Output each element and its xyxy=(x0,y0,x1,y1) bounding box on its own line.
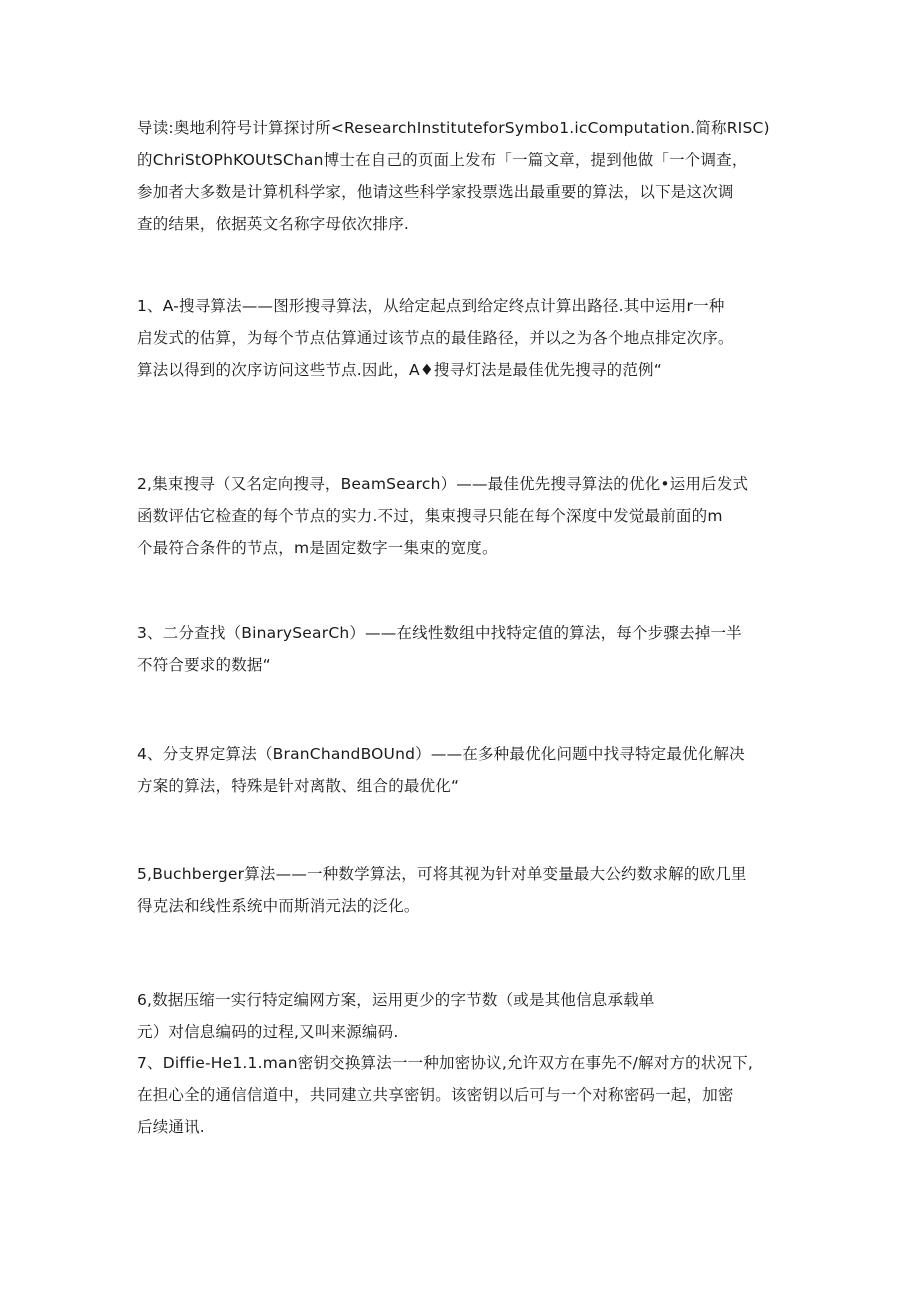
algorithm-item-1 xyxy=(137,290,787,386)
algorithm-item-3 xyxy=(137,617,787,681)
item-line: 在担心全的通信信道中，共同建立共享密钥。该密钥以后可与一个对称密码一起，加密 xyxy=(137,1086,734,1104)
intro-line: 导读:奥地利符号计算探讨所<ResearchInstituteforSymbo1.icComputation.简称RISC) xyxy=(137,119,770,137)
item-line: 后续通讯. xyxy=(137,1118,205,1136)
item-line: 7、Diffie-He1.1.man密钥交换算法一一种加密协议,允许双方在事先不/解对方的状况下, xyxy=(137,1054,754,1072)
item-line: 个最符合条件的节点，m是固定数字一集束的宽度。 xyxy=(137,539,498,557)
item-line: 算法以得到的次序访问这些节点.因此，A♦搜寻灯法是最佳优先搜寻的范例“ xyxy=(137,361,662,379)
item-line: 4、分支界定算法（BranChandBOUnd）——在多种最优化问题中找寻特定最优化解决 xyxy=(137,745,745,763)
item-line: 不符合要求的数据“ xyxy=(137,656,271,674)
item-line: 1、A-搜寻算法——图形搜寻算法，从给定起点到给定终点计算出路径.其中运用r一种 xyxy=(137,297,725,315)
algorithm-item-7 xyxy=(137,1047,787,1143)
item-line: 得克法和线性系统中而斯消元法的泛化。 xyxy=(137,897,420,915)
algorithm-item-5 xyxy=(137,858,787,922)
algorithm-item-6 xyxy=(137,984,787,1048)
item-line: 元）对信息编码的过程,又叫来源编码. xyxy=(137,1023,399,1041)
item-line: 5,Buchberger算法——一种数学算法，可将其视为针对单变量最大公约数求解的欧几里 xyxy=(137,865,747,883)
algorithm-item-2 xyxy=(137,468,787,564)
item-line: 6,数据压缩一实行特定编网方案，运用更少的字节数（或是其他信息承载单 xyxy=(137,991,655,1009)
intro-line: 的ChriStOPhKOUtSChan博士在自己的页面上发布「一篇文章，提到他做「一个调查， xyxy=(137,151,748,169)
item-line: 方案的算法，特殊是针对离散、组合的最优化“ xyxy=(137,777,460,795)
algorithm-item-4 xyxy=(137,738,787,802)
item-line: 启发式的估算，为每个节点估算通过该节点的最佳路径，并以之为各个地点排定次序。 xyxy=(137,329,734,347)
intro-line: 查的结果，依据英文名称字母依次排序. xyxy=(137,215,410,233)
intro-paragraph xyxy=(137,112,787,240)
item-line: 3、二分查找（BinarySearCh）——在线性数组中找特定值的算法，每个步骤去掉一半 xyxy=(137,624,742,642)
intro-line: 参加者大多数是计算机科学家，他请这些科学家投票选出最重要的算法，以下是这次调 xyxy=(137,183,734,201)
item-line: 函数评估它检查的每个节点的实力.不过，集束搜寻只能在每个深度中发觉最前面的m xyxy=(137,507,723,525)
item-line: 2,集束搜寻（又名定向搜寻，BeamSearch）——最佳优先搜寻算法的优化•运用后发式 xyxy=(137,475,749,493)
